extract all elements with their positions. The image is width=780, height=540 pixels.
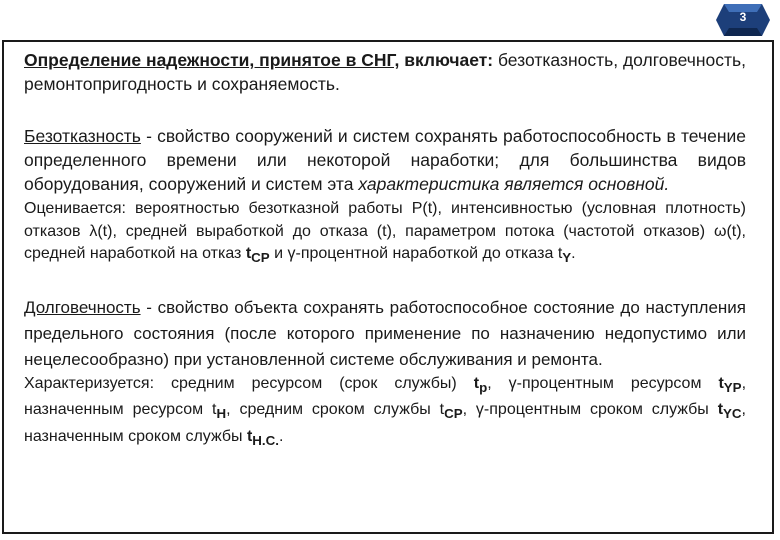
slide-content	[24, 48, 746, 453]
reliability-assessment: Оценивается: вероятностью безотказной работы P(t), интенсивностью (условная плотность) отказов λ(t), средней выработкой до отказа (t), параметром потока (частотой отказов) ω(t), средней наработкой на отказ $t_{CP}$ и γ-процентной наработкой до отказа $t_Y$.	[24, 200, 746, 266]
page-number: 3	[739, 10, 747, 24]
page-number-badge	[712, 2, 774, 38]
t-nc: $t_{H.C.}$	[246, 428, 279, 449]
durability-characteristics: Характеризуется: средним ресурсом (срок службы) $t_p$, γ-процентным ресурсом $t_{YP}$, назначенным ресурсом $t_H$, средним сроком службы $t_{CP}$, γ-процентным сроком службы $t_{YC}$, назначенным сроком службы $t_{H.C.}$.	[24, 374, 747, 449]
t-cp-service: $t_{CP}$	[439, 401, 463, 422]
durability-term: Долговечность	[24, 297, 141, 317]
t-n: $t_H$	[212, 401, 227, 422]
durability-definition	[24, 295, 746, 373]
t-gamma: $t_Y$	[557, 245, 572, 266]
intro-includes: включает:	[399, 50, 494, 70]
gamma-text: и γ-процентной наработкой до отказа	[269, 245, 558, 262]
reliability-definition-text: - свойство сооружений и систем сохранять работоспособность в течение определенного времени или некоторой наработки; для большинства видов оборудования, сооружений и систем эта	[24, 126, 746, 194]
intro-paragraph	[24, 48, 746, 96]
t-yp: $t_{YP}$	[718, 374, 742, 395]
reliability-term: Безотказность	[24, 126, 141, 146]
t-p: $t_p$	[473, 374, 488, 395]
reliability-definition	[24, 124, 746, 196]
reliability-definition-italic: характеристика является основной.	[358, 174, 670, 194]
reliability-assessment-text: Оценивается: вероятностью безотказной работы P(t), интенсивностью (условная плотность) отказов λ(t), средней выработкой до отказа (t), параметром потока (частотой отказов) ω(t), средней наработкой на отказ	[24, 200, 746, 262]
intro-text: безотказность, долговечность, ремонтопригодность и сохраняемость.	[24, 50, 746, 94]
t-yc: $t_{YC}$	[717, 401, 742, 422]
intro-title: Определение надежности, принятое в СНГ,	[24, 50, 400, 70]
durability-definition-text: - свойство объекта сохранять работоспособное состояние до наступления предельного состояния (после которого применение по назначению недопустимо или нецелесообразно) при установленной системе обслуживания и ремонта.	[24, 297, 746, 369]
t-cp: $t_{CP}$	[245, 245, 270, 266]
